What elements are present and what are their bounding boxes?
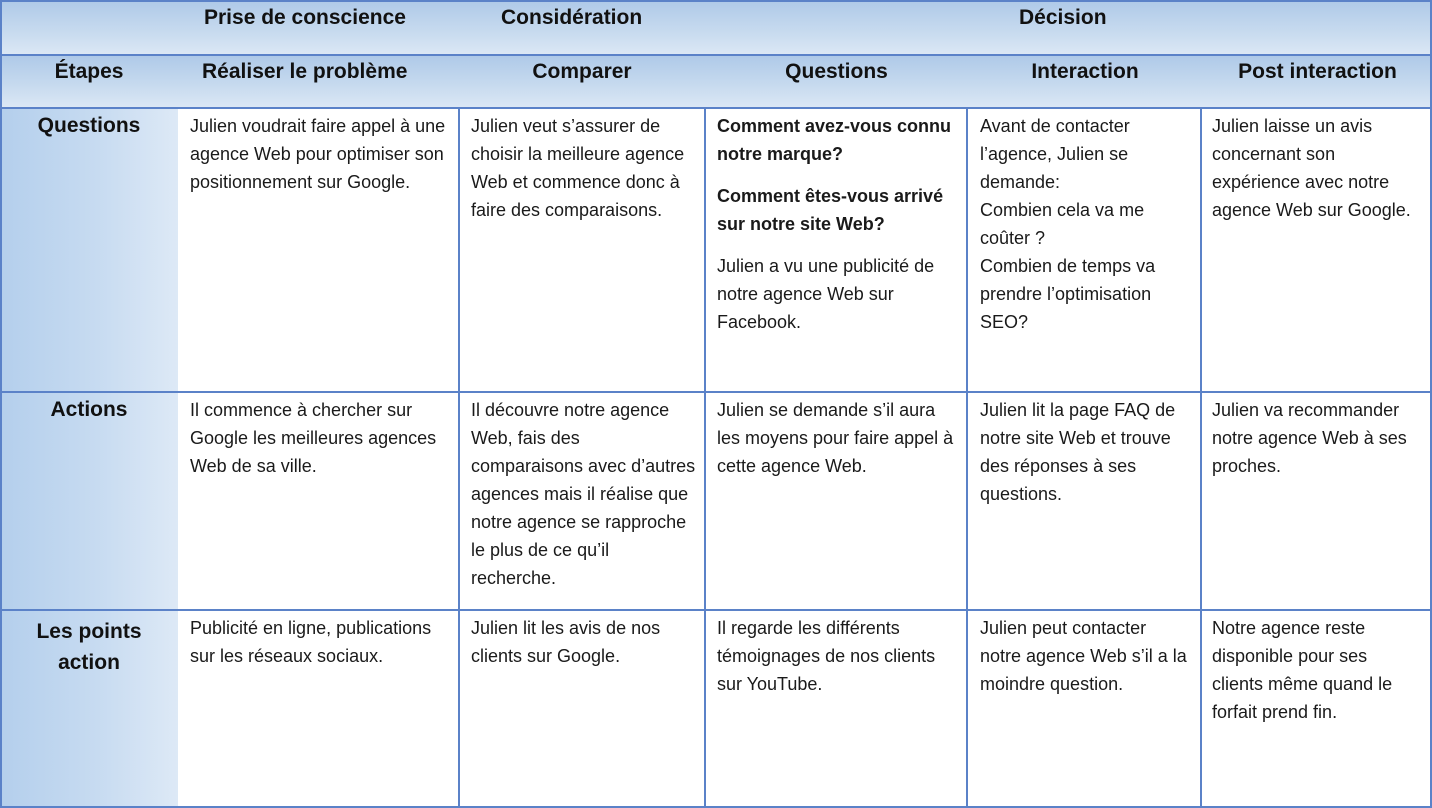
row-label-questions: Questions: [37, 114, 141, 137]
grid-line-col1: [458, 108, 460, 808]
question-website: Comment êtes-vous arrivé sur notre site Web?: [717, 186, 944, 234]
interaction-intro: Avant de contacter l’agence, Julien se demande:: [980, 116, 1130, 192]
cell-questions-post: Julien laisse un avis concernant son expérience avec notre agence Web sur Google.: [1212, 116, 1411, 220]
column-header-problem: Réaliser le problème: [202, 60, 408, 83]
cell-actions-problem: Il commence à chercher sur Google les meilleures agences Web de sa ville.: [190, 400, 437, 476]
cell-actions-interaction: Julien lit la page FAQ de notre site Web et trouve des réponses à ses questions.: [980, 400, 1176, 504]
cell-questions-compare: Julien veut s’assurer de choisir la meilleure agence Web et commence donc à faire des comparaisons.: [471, 116, 685, 220]
grid-line-header: [0, 107, 1432, 109]
row-label-points-action: [0, 616, 178, 678]
interaction-question-cost: Combien cela va me coûter ?: [980, 200, 1145, 248]
phase-awareness: Prise de conscience: [204, 6, 406, 29]
phase-consideration: Considération: [501, 6, 643, 29]
column-header-questions: Questions: [785, 60, 888, 83]
row-label-actions: Actions: [50, 398, 128, 421]
row-label-column: [0, 108, 178, 808]
cell-actions-compare: Il découvre notre agence Web, fais des comparaisons avec d’autres agences mais il réalise que notre agence se rapproche le plus de ce qu’il recherche.: [471, 400, 696, 588]
answer-facebook: Julien a vu une publicité de notre agence Web sur Facebook.: [717, 256, 935, 332]
row-label-points-line2: action: [58, 651, 120, 674]
interaction-question-time: Combien de temps va prendre l’optimisation SEO?: [980, 256, 1156, 332]
column-header-interaction: Interaction: [1031, 60, 1139, 83]
cell-points-compare: Julien lit les avis de nos clients sur Google.: [471, 618, 661, 666]
grid-line-left: [0, 0, 2, 808]
grid-line-col3: [966, 108, 968, 808]
cell-questions-questions: [705, 108, 967, 336]
cell-questions-problem: Julien voudrait faire appel à une agence Web pour optimiser son positionnement sur Google.: [190, 116, 446, 192]
column-header-post-interaction: Post interaction: [1238, 60, 1397, 83]
grid-line-col4: [1200, 108, 1202, 808]
phase-decision: Décision: [1019, 6, 1107, 29]
row-label-points-line1: Les points: [36, 620, 142, 643]
cell-points-questions: Il regarde les différents témoignages de nos clients sur YouTube.: [717, 618, 936, 694]
column-header-stages: Étapes: [54, 60, 124, 83]
grid-line-top: [0, 0, 1432, 2]
cell-actions-questions: Julien se demande s’il aura les moyens pour faire appel à cette agence Web.: [717, 400, 954, 476]
grid-line-col2: [704, 108, 706, 808]
question-brand: Comment avez-vous connu notre marque?: [717, 116, 952, 164]
grid-line-phase: [0, 54, 1432, 56]
cell-points-problem: Publicité en ligne, publications sur les réseaux sociaux.: [190, 618, 432, 666]
grid-line-row2: [0, 609, 1432, 611]
column-header-compare: Comparer: [532, 60, 632, 83]
grid-line-row1: [0, 391, 1432, 393]
cell-points-interaction: Julien peut contacter notre agence Web s’il a la moindre question.: [980, 618, 1187, 694]
cell-actions-post: Julien va recommander notre agence Web à ses proches.: [1212, 400, 1407, 476]
cell-points-post: Notre agence reste disponible pour ses clients même quand le forfait prend fin.: [1212, 618, 1393, 722]
cell-questions-interaction: [968, 108, 1202, 336]
